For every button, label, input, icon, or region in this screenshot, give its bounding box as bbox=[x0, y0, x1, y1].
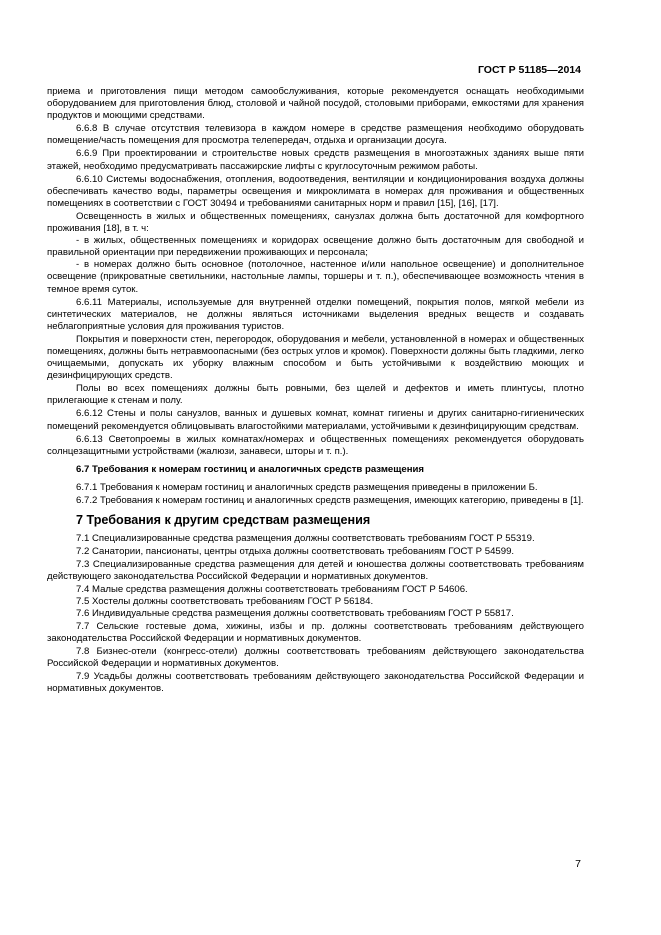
paragraph: 6.6.13 Светопроемы в жилых комнатах/номерах и общественных помещениях рекомендуется оборудовать солнцезащитными устройствами (жалюзи, занавеси, шторы и т. п.). bbox=[47, 433, 584, 457]
paragraph: 6.6.8 В случае отсутствия телевизора в каждом номере в средстве размещения необходимо оборудовать помещение/часть помещения для просмотра телепередач, отдыха и организации досуга. bbox=[47, 123, 584, 147]
list-item: - в жилых, общественных помещениях и коридорах освещение должно быть достаточным для свободной и правильной ориентации при передвижении проживающих и персонала; bbox=[47, 235, 584, 259]
paragraph: Освещенность в жилых и общественных помещениях, санузлах должна быть достаточной для комфортного проживания [18], в т. ч: bbox=[47, 210, 584, 235]
paragraph: 7.3 Специализированные средства размещения для детей и юношества должны соответствовать требованиям действующего законодательства Российской Федерации и нормативных документов. bbox=[47, 559, 584, 583]
subsection-heading: 6.7 Требования к номерам гостиниц и аналогичных средств размещения bbox=[76, 463, 424, 475]
paragraph: 7.7 Сельские гостевые дома, хижины, избы и пр. должны соответствовать требованиям действующего законодательства Российской Федерации и нормативных документов. bbox=[47, 620, 584, 644]
section-heading: 7 Требования к другим средствам размещения bbox=[76, 513, 371, 528]
paragraph: 7.8 Бизнес-отели (конгресс-отели) должны соответствовать требованиям действующего законодательства Российской Федерации и нормативных документов. bbox=[47, 646, 584, 670]
document-body bbox=[47, 86, 584, 695]
paragraph: 6.7.2 Требования к номерам гостиниц и аналогичных средств размещения, имеющих категорию, приведены в [1]. bbox=[76, 495, 584, 506]
paragraph: 7.1 Специализированные средства размещения должны соответствовать требованиям ГОСТ Р 55319. bbox=[76, 533, 535, 545]
paragraph: 6.6.10 Системы водоснабжения, отопления, водоотведения, вентиляции и кондиционирования воздуха должны обеспечивать качество воды, параметры освещения и микроклимата в номерах для проживания и общественных помещениях в соответствии с ГОСТ 30494 и требованиями санитарных норм и правил [15], [16], [17]. bbox=[47, 173, 584, 209]
document-header: ГОСТ Р 51185—2014 bbox=[477, 64, 581, 76]
paragraph: 7.6 Индивидуальные средства размещения должны соответствовать требованиям ГОСТ Р 55817. bbox=[76, 607, 514, 619]
page-number: 7 bbox=[575, 858, 581, 870]
list-item: - в номерах должно быть основное (потолочное, настенное и/или напольное освещение) и дополнительное освещение (прикроватные светильники, настольные лампы, торшеры и т. п.), обеспечивающее возможность чтения в темное время суток. bbox=[47, 259, 584, 295]
paragraph: 6.6.12 Стены и полы санузлов, ванных и душевых комнат, комнат гигиены и других санитарно-гигиенических помещений рекомендуется облицовывать влагостойкими материалами, устойчивыми к дезинфицирующим средствам. bbox=[47, 408, 584, 432]
paragraph: 6.7.1 Требования к номерам гостиниц и аналогичных средств размещения приведены в приложении Б. bbox=[76, 481, 538, 493]
paragraph: 6.6.9 При проектировании и строительстве новых средств размещения в многоэтажных зданиях выше пяти этажей, необходимо предусматривать пассажирские лифты с круглосуточным режимом работы. bbox=[47, 148, 584, 172]
paragraph: 7.2 Санатории, пансионаты, центры отдыха должны соответствовать требованиям ГОСТ Р 54599. bbox=[76, 546, 515, 558]
paragraph: приема и приготовления пищи методом самообслуживания, которые рекомендуется оснащать необходимыми оборудованием для приготовления блюд, столовой и чайной посудой, столовыми приборами, емкостями для хранения продуктов и моющими средствами. bbox=[47, 86, 584, 122]
paragraph: Полы во всех помещениях должны быть ровными, без щелей и дефектов и иметь плинтусы, плотно прилегающие к стенам и полу. bbox=[47, 383, 584, 407]
paragraph: Покрытия и поверхности стен, перегородок, оборудования и мебели, установленной в номерах и общественных помещениях, должны быть нетравмоопасными (без острых углов и кромок). Поверхности должны быть гладкими, легко очищаемыми, допускать их уборку влажным способом и быть устойчивыми к воздействию моющих и дезинфицирующих средств. bbox=[47, 333, 584, 382]
paragraph: 7.4 Малые средства размещения должны соответствовать требованиям ГОСТ Р 54606. bbox=[76, 583, 468, 595]
paragraph: 6.6.11 Материалы, используемые для внутренней отделки помещений, покрытия полов, мягкой мебели из синтетических материалов, не должны являться источниками выделения вредных веществ и создавать неблагоприятные условия для проживания туристов. bbox=[47, 296, 584, 332]
paragraph: 7.9 Усадьбы должны соответствовать требованиям действующего законодательства Российской Федерации и нормативных документов. bbox=[47, 671, 584, 695]
paragraph: 7.5 Хостелы должны соответствовать требованиям ГОСТ Р 56184. bbox=[76, 595, 374, 607]
